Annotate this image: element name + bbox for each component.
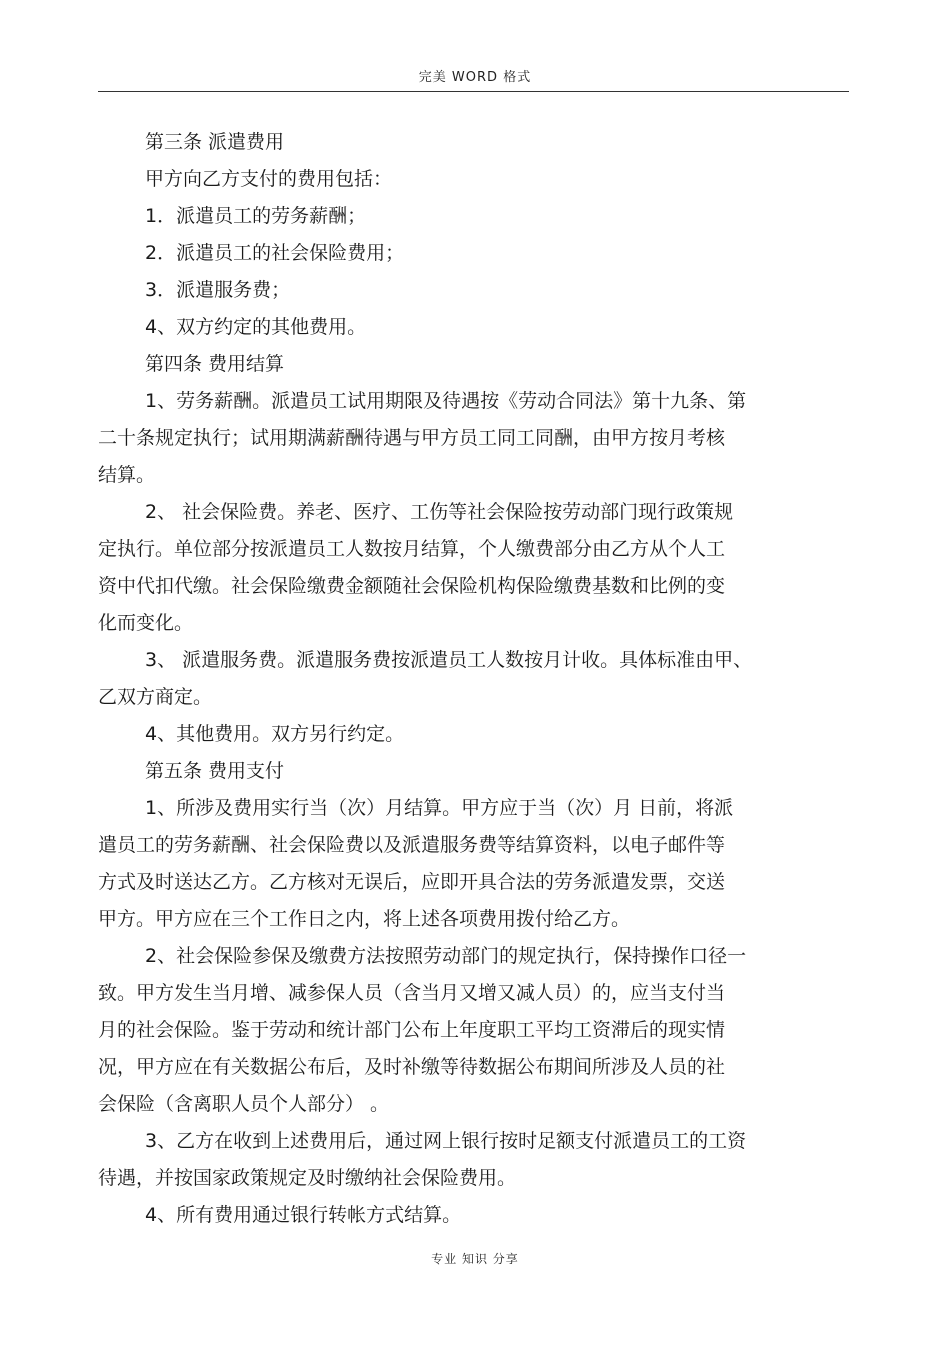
paragraph-line: 1、劳务薪酬。派遣员工试用期限及待遇按《劳动合同法》第十九条、第 bbox=[145, 390, 747, 412]
paragraph-line: 化而变化。 bbox=[98, 612, 194, 634]
article-heading: 第四条 费用结算 bbox=[145, 353, 285, 375]
page-footer: 专业 知识 分享 bbox=[431, 1252, 519, 1266]
list-item: 1．派遣员工的劳务薪酬； bbox=[145, 205, 367, 227]
document-body bbox=[98, 124, 850, 1234]
paragraph-line: 3、 派遣服务费。派遣服务费按派遣员工人数按月计收。具体标准由甲、 bbox=[145, 649, 753, 671]
paragraph-line: 资中代扣代缴。社会保险缴费金额随社会保险机构保险缴费基数和比例的变 bbox=[98, 575, 726, 597]
page-header: 完美 WORD 格式 bbox=[418, 70, 532, 85]
article-heading: 第三条 派遣费用 bbox=[145, 131, 285, 153]
paragraph-line: 致。甲方发生当月增、减参保人员（含当月又增又减人员）的，应当支付当 bbox=[98, 982, 726, 1004]
paragraph-line: 方式及时送达乙方。乙方核对无误后，应即开具合法的劳务派遣发票，交送 bbox=[98, 871, 726, 893]
paragraph-line: 遣员工的劳务薪酬、社会保险费以及派遣服务费等结算资料，以电子邮件等 bbox=[98, 834, 726, 856]
paragraph-line: 乙双方商定。 bbox=[98, 686, 213, 708]
paragraph-line: 况，甲方应在有关数据公布后，及时补缴等待数据公布期间所涉及人员的社 bbox=[98, 1056, 726, 1078]
paragraph-line: 甲方向乙方支付的费用包括： bbox=[145, 168, 393, 190]
paragraph-line: 1、所涉及费用实行当（次）月结算。甲方应于当（次）月 日前，将派 bbox=[145, 797, 734, 819]
paragraph-line: 2、社会保险参保及缴费方法按照劳动部门的规定执行，保持操作口径一 bbox=[145, 945, 747, 967]
paragraph-line: 会保险（含离职人员个人部分） 。 bbox=[98, 1093, 390, 1115]
list-item: 4、双方约定的其他费用。 bbox=[145, 316, 367, 338]
paragraph-line: 待遇，并按国家政策规定及时缴纳社会保险费用。 bbox=[98, 1167, 517, 1189]
paragraph-line: 结算。 bbox=[98, 464, 156, 486]
paragraph-line: 二十条规定执行；试用期满薪酬待遇与甲方员工同工同酬，由甲方按月考核 bbox=[98, 427, 726, 449]
list-item: 2．派遣员工的社会保险费用； bbox=[145, 242, 405, 264]
paragraph-line: 定执行。单位部分按派遣员工人数按月结算，个人缴费部分由乙方从个人工 bbox=[98, 538, 726, 560]
paragraph-line: 甲方。甲方应在三个工作日之内，将上述各项费用拨付给乙方。 bbox=[98, 908, 631, 930]
paragraph-line: 月的社会保险。鉴于劳动和统计部门公布上年度职工平均工资滞后的现实情 bbox=[98, 1019, 726, 1041]
paragraph-line: 3、乙方在收到上述费用后，通过网上银行按时足额支付派遣员工的工资 bbox=[145, 1130, 747, 1152]
list-item: 3．派遣服务费； bbox=[145, 279, 291, 301]
paragraph-line: 4、所有费用通过银行转帐方式结算。 bbox=[145, 1204, 462, 1226]
paragraph-line: 2、 社会保险费。养老、医疗、工伤等社会保险按劳动部门现行政策规 bbox=[145, 501, 734, 523]
paragraph-line: 4、其他费用。双方另行约定。 bbox=[145, 723, 405, 745]
header-divider bbox=[98, 91, 849, 92]
article-heading: 第五条 费用支付 bbox=[145, 760, 285, 782]
